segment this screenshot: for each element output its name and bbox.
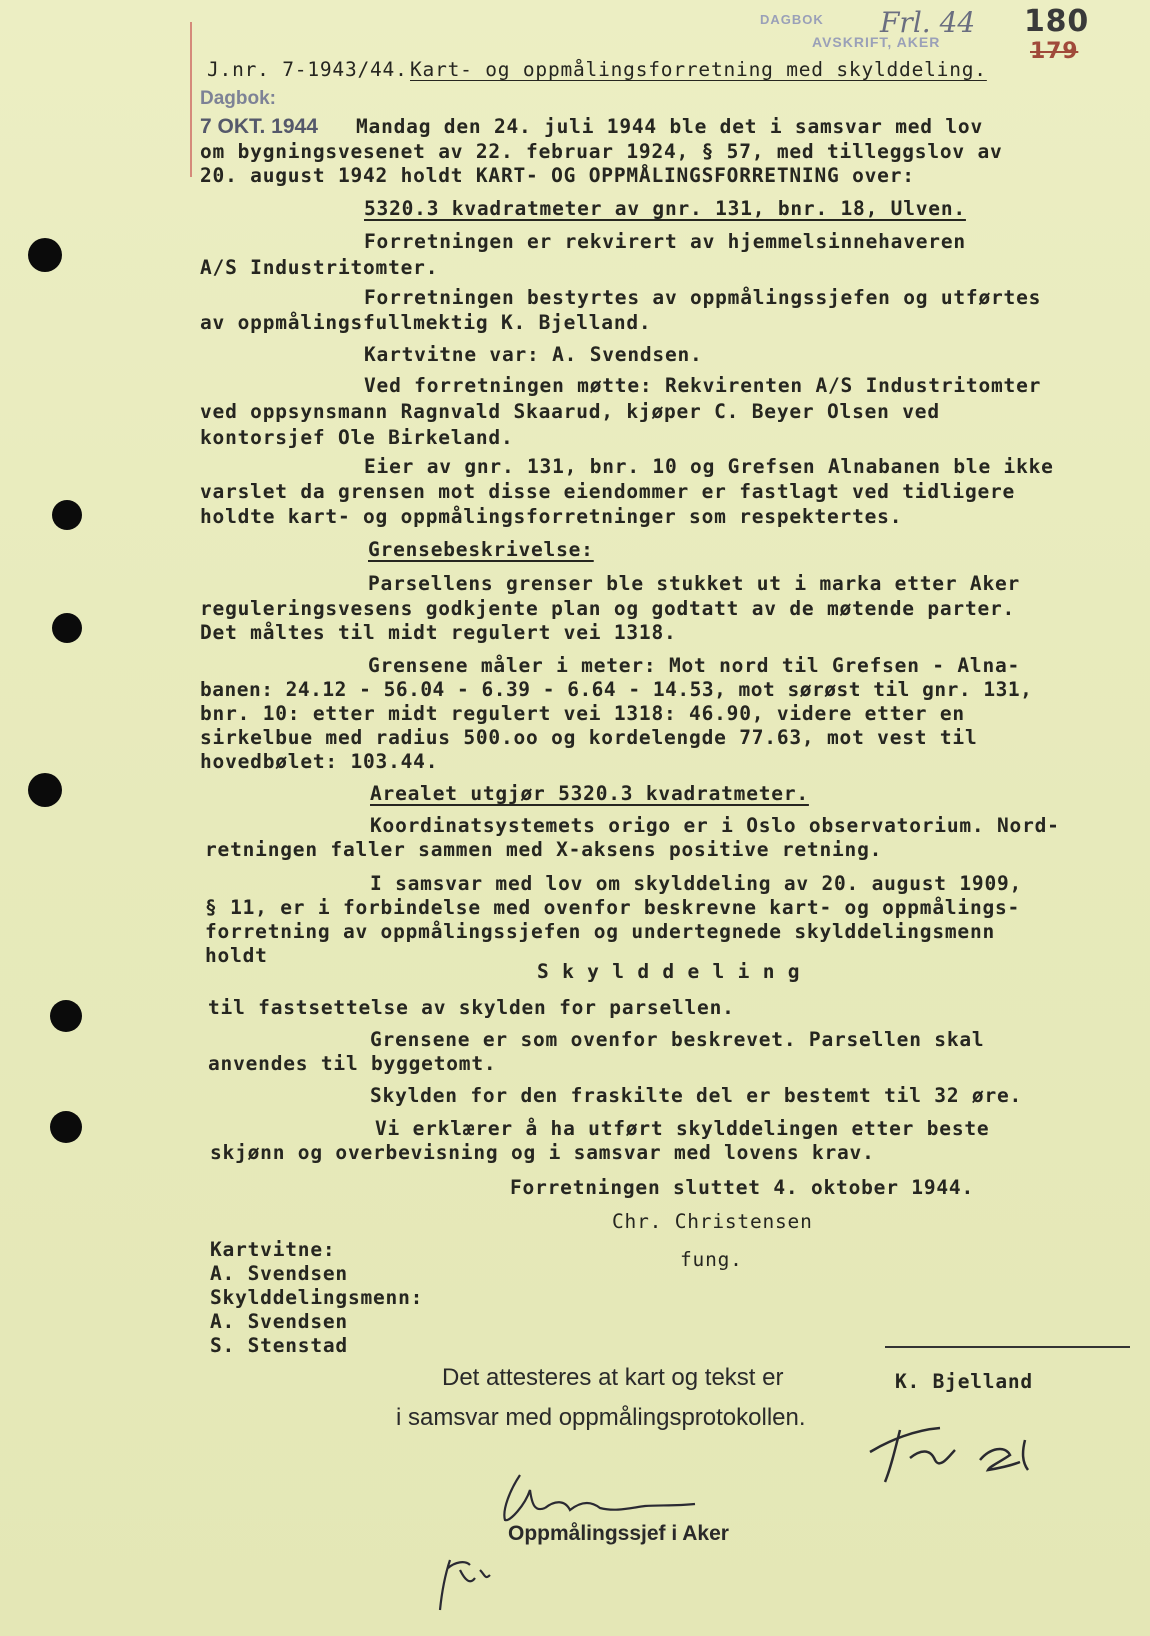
page-number: 180 — [1024, 4, 1090, 39]
text-line: kontorsjef Ole Birkeland. — [200, 426, 514, 449]
skylddelingsmenn-label: Skylddelingsmenn: — [210, 1286, 424, 1309]
punch-hole — [28, 238, 62, 272]
kartvitne-name: A. Svendsen — [210, 1262, 348, 1285]
text-line: Forretningen bestyrtes av oppmålingssjefen og utførtes — [364, 286, 1042, 309]
text-line: Eier av gnr. 131, bnr. 10 og Grefsen Alnabanen ble ikke — [364, 455, 1054, 478]
punch-hole — [28, 773, 62, 807]
text-line: Skylden for den fraskilte del er bestemt til 32 øre. — [370, 1084, 1023, 1107]
skylddelingsmann-1: A. Svendsen — [210, 1310, 348, 1333]
subheading-arealet: Arealet utgjør 5320.3 kvadratmeter. — [370, 782, 809, 805]
stamp-dagbok: DAGBOK — [760, 12, 824, 27]
kartvitne-label: Kartvitne: — [210, 1238, 336, 1261]
text-line: Forretningen sluttet 4. oktober 1944. — [510, 1176, 974, 1199]
text-line: reguleringsvesens godkjente plan og godtatt av de møtende parter. — [200, 597, 1016, 620]
text-line: om bygningsvesenet av 22. februar 1924, § 57, med tilleggslov av — [200, 140, 1003, 163]
punch-hole — [50, 1111, 82, 1143]
signer-name: Chr. Christensen — [612, 1210, 813, 1233]
text-line: varslet da grensen mot disse eiendommer er fastlagt ved tidligere — [200, 480, 1016, 503]
dagbok-stamp: Dagbok: — [200, 88, 276, 109]
journal-number: J.nr. 7-1943/44. — [207, 58, 408, 81]
property-heading: 5320.3 kvadratmeter av gnr. 131, bnr. 18, Ulven. — [364, 197, 966, 220]
punch-hole — [50, 1000, 82, 1032]
punch-hole — [52, 613, 82, 643]
text-line: Parsellens grenser ble stukket ut i marka etter Aker — [368, 572, 1021, 595]
stamp-handwritten-date: Frl. 44 — [880, 6, 976, 39]
attest-line-1: Det attesteres at kart og tekst er — [442, 1364, 784, 1391]
text-line: Ved forretningen møtte: Rekvirenten A/S Industritomter — [364, 374, 1042, 397]
handwritten-initials — [860, 1400, 1050, 1490]
text-line: Kartvitne var: A. Svendsen. — [364, 343, 703, 366]
dagbok-date: 7 OKT. 1944 — [200, 115, 318, 138]
text-line: Forretningen er rekvirert av hjemmelsinnehaveren — [364, 230, 966, 253]
text-line: Koordinatsystemets origo er i Oslo observatorium. Nord- — [370, 814, 1060, 837]
subheading-grensebeskrivelse: Grensebeskrivelse: — [368, 538, 594, 561]
text-line: holdte kart- og oppmålingsforretninger som respektertes. — [200, 505, 903, 528]
page-number-old: 179 — [1030, 39, 1079, 64]
text-line: Grensene måler i meter: Mot nord til Grefsen - Alna- — [368, 654, 1021, 677]
text-line: ved oppsynsmann Ragnvald Skaarud, kjøper C. Beyer Olsen ved — [200, 400, 940, 423]
bjelland-name: K. Bjelland — [895, 1370, 1033, 1393]
document-title: Kart- og oppmålingsforretning med skylddeling. — [410, 58, 987, 81]
punch-hole — [52, 500, 82, 530]
skylddeling-heading: S k y l d d e l i n g — [537, 960, 801, 983]
margin-line — [190, 22, 192, 177]
text-line: anvendes til byggetomt. — [208, 1052, 497, 1075]
text-line: banen: 24.12 - 56.04 - 6.39 - 6.64 - 14.53, mot sørøst til gnr. 131, — [200, 678, 1033, 701]
signature-rule — [885, 1346, 1130, 1348]
text-line: Mandag den 24. juli 1944 ble det i samsvar med lov — [356, 115, 983, 138]
skylddelingsmann-2: S. Stenstad — [210, 1334, 348, 1357]
text-line: bnr. 10: etter midt regulert vei 1318: 46.90, videre etter en — [200, 702, 965, 725]
text-line: skjønn og overbevisning og i samsvar med lovens krav. — [210, 1141, 875, 1164]
attest-line-2: i samsvar med oppmålingsprotokollen. — [396, 1404, 806, 1431]
text-line: sirkelbue med radius 500.oo og kordelengde 77.63, mot vest til — [200, 726, 978, 749]
text-line: til fastsettelse av skylden for parsellen. — [208, 996, 735, 1019]
text-line: Grensene er som ovenfor beskrevet. Parsellen skal — [370, 1028, 985, 1051]
text-line: retningen faller sammen med X-aksens positive retning. — [205, 838, 883, 861]
text-line: hovedbølet: 103.44. — [200, 750, 439, 773]
text-line: § 11, er i forbindelse med ovenfor beskrevne kart- og oppmålings- — [205, 896, 1021, 919]
text-line: av oppmålingsfullmektig K. Bjelland. — [200, 311, 652, 334]
stamp-avskrift: AVSKRIFT, AKER — [812, 34, 941, 50]
text-line: A/S Industritomter. — [200, 256, 439, 279]
signer-title: fung. — [680, 1248, 743, 1271]
text-line: holdt — [205, 944, 268, 967]
oppmalingssjef-title: Oppmålingssjef i Aker — [508, 1522, 729, 1545]
text-line: forretning av oppmålingssjefen og undertegnede skylddelingsmenn — [205, 920, 996, 943]
text-line: Vi erklærer å ha utført skylddelingen etter beste — [375, 1117, 990, 1140]
text-line: I samsvar med lov om skylddeling av 20. august 1909, — [370, 872, 1023, 895]
text-line: Det måltes til midt regulert vei 1318. — [200, 621, 677, 644]
text-line: 20. august 1942 holdt KART- OG OPPMÅLINGSFORRETNING over: — [200, 164, 915, 187]
